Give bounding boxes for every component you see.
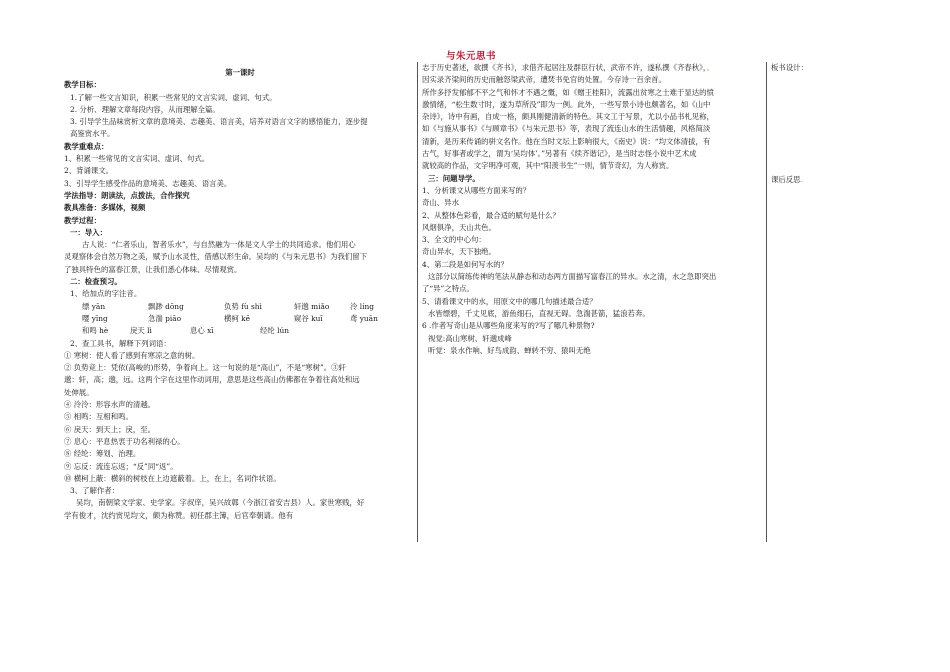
author-continued: 就较高的作品，文字明净可观，其中“阳羡书生”一则，情节奇幻，为人称赏。 — [422, 161, 674, 171]
answer: 视觉:高山寒树、轩邈成峰 — [428, 333, 512, 343]
word-definition: ⑥ 戾天：到天上；戾，至。 — [64, 424, 156, 434]
pinyin-entry: 缥 yān — [82, 301, 106, 311]
pinyin-entry: 嘤 yīng — [82, 313, 108, 323]
question: 3、全文的中心句： — [422, 235, 486, 245]
word-definition: ⑤ 相鸣：互相和鸣。 — [64, 412, 133, 422]
question: 4、第二段是如何写水的？ — [422, 259, 509, 269]
pinyin-entry: 经纶 lún — [260, 326, 290, 336]
answer: 水皆缥碧，千丈见底，游鱼细石，直视无碍。急湍甚箭，猛浪若奔。 — [428, 308, 650, 318]
pinyin-row — [64, 325, 416, 337]
goal-item: 高鉴赏水平。 — [70, 129, 115, 139]
pinyin-entry: 和鸣 hè — [82, 326, 109, 336]
word-definition: 处伸展。 — [64, 387, 94, 397]
question-heading: 三：问题导学。 — [428, 173, 480, 183]
intro-paragraph: 了独具特色的富春江景，让我们悉心体味、尽情观赏。 — [64, 264, 242, 274]
pinyin-entry: 泠 líng — [350, 301, 374, 311]
intro-heading: 一：导入： — [70, 227, 107, 237]
goal-item: 1.了解一些文言知识，积累一些常见的文言实词、虚词、句式。 — [70, 92, 277, 102]
highlight-mark: . — [800, 175, 803, 185]
goals-heading: 教学目标： — [64, 80, 101, 90]
middle-column — [422, 62, 764, 357]
key-point-item: 3、引导学生感受作品的意境美、志趣美、语言美。 — [64, 178, 232, 188]
pinyin-entry: 飘渺 dōng — [148, 301, 184, 311]
word-definition: ④ 泠泠：形容水声的清越。 — [64, 400, 156, 410]
process-heading: 教学过程： — [64, 215, 101, 225]
author-paragraph: 学有俊才，沈约赏见均文，颇为称赞。初任郡主簿，后官奉朝请。他有 — [64, 510, 294, 520]
answer: 风烟俱净，天山共色。 — [422, 222, 496, 232]
pinyin-row — [64, 301, 416, 313]
author-continued: 志于历史著述，欲撰《齐书》，求借齐起居注及群臣行状，武帝不许，遂私撰《齐春秋》，。 — [422, 63, 714, 72]
study-method: 学法指导：朗读法，点拨法，合作探究 — [64, 190, 190, 200]
answer: 奇山、异水 — [422, 198, 459, 208]
author-continued: 所作多抒发郁郁不平之气和怀才不遇之慨，如《赠王桂阳》，流露出贫寒之士难于显达的愤 — [422, 87, 714, 97]
lesson-heading: 第一课时 — [225, 68, 255, 77]
author-continued: 杂诗》，诗中有画，自成一格，颇具刚健清新的特色。其文工于写景，尤以小品书札见称， — [422, 112, 714, 122]
pinyin-entry: 负势 fù shì — [224, 301, 262, 311]
check-item: 3、了解作者： — [70, 486, 120, 496]
pinyin-entry: 窥谷 kuī — [294, 313, 323, 323]
word-definition: 邈：轩，高；邈，远。这两个字在这里作动词用，意思是这些高山仿佛都在争着往高处和远 — [64, 375, 360, 385]
author-continued: 古气，好事者或学之，谓为‘吴均体’。”另著有《续齐谐记》，是当时志怪小说中艺术成 — [422, 149, 697, 159]
author-continued: 因实录齐梁间的历史而触怒梁武帝，遭焚书免官的处置。今存诗一百余首。 — [422, 75, 666, 85]
left-column — [64, 62, 416, 522]
author-continued: 如《与施从事书》《与顾章书》《与朱元思书》等，表现了流连山水的生活情趣，风格简淡 — [422, 124, 711, 134]
check-item: 2、查工具书，解释下列词语： — [70, 338, 171, 348]
pinyin-entry: 戾天 lì — [130, 326, 152, 336]
board-design-label: 板书设计： — [771, 63, 808, 72]
word-definition: ⑧ 经纶：筹划、治理。 — [64, 449, 141, 459]
word-definition: ⑦ 息心：平息热衷于功名利禄的心。 — [64, 436, 185, 446]
author-continued: 激情绪，“松生数寸时，遂为草所没”即为一例。此外，一些写景小诗也颇著名，如《山中 — [422, 99, 711, 109]
check-item: 1、给加点的字注音。 — [70, 289, 142, 299]
question: 6 .作者写奇山是从哪些角度来写的?写了哪几种景物? — [422, 321, 595, 331]
column-divider — [417, 62, 418, 542]
question: 1、分析课文从哪些方面来写的？ — [422, 185, 531, 195]
author-paragraph: 吴均，南朝梁文学家、史学家。字叔庠，吴兴故鄣（今浙江省安吉县）人。家世寒贱，好 — [76, 498, 365, 508]
column-divider — [766, 62, 767, 542]
document-title: 与朱元思书 — [446, 51, 497, 62]
answer: 了“异”之特点。 — [422, 284, 474, 294]
pinyin-entry: 息心 xī — [190, 326, 214, 336]
right-column — [771, 62, 891, 187]
author-continued: 清新，是历来传诵的骈文名作。他在当时文坛上影响很大，《南史》说：“均文体清拔，有 — [422, 136, 711, 146]
check-heading: 二：检查预习。 — [70, 277, 122, 287]
question: 5、请看课文中的水，用原文中的哪几句描述最合适？ — [422, 296, 597, 306]
answer: 这部分以简练传神的笔法从静态和动态两方面描写富春江的异水。水之清，水之急即突出 — [428, 272, 717, 282]
pinyin-entry: 轩邈 miǎo — [294, 301, 330, 311]
word-definition: ① 寒树：使人看了感到有寒凉之意的树。 — [64, 350, 200, 360]
pinyin-row — [64, 313, 416, 325]
intro-paragraph: 古人说：“仁者乐山，智者乐水”，与自然融为一体是文人学士的共同追求。他们用心 — [82, 240, 356, 250]
pinyin-entry: 横柯 kē — [224, 313, 250, 323]
goal-item: 3. 引导学生品味赏析文章的意境美、志趣美、语言美，培养对语言文字的感悟能力，逐步提 — [70, 117, 368, 127]
after-class-reflection-label: 课后反思. — [771, 175, 803, 185]
key-point-item: 1、积累一些常见的文言实词、虚词、句式。 — [64, 154, 210, 164]
key-point-item: 2、背诵课文。 — [64, 166, 114, 176]
intro-paragraph: 灵观察体会自然万物之美，赋予山水灵性，借感以形生命。吴均的《与朱元思书》为我们留下 — [64, 252, 368, 262]
pinyin-entry: 急湍 piāo — [148, 313, 182, 323]
answer: 奇山异水，天下独绝。 — [422, 247, 496, 257]
question: 2、从整体色彩看，最合适的赋句是什么？ — [422, 210, 560, 220]
word-definition: ⑨ 忘反：流连忘返；“反”同“返”。 — [64, 461, 178, 471]
teaching-tools: 教具准备：多媒体，视频 — [64, 203, 146, 213]
key-points-heading: 教学重难点： — [64, 141, 109, 151]
word-definition: ⑩ 横柯上蔽：横斜的树枝在上边遮蔽着。上，在上，名词作状语。 — [64, 473, 281, 483]
highlight-mark: 。 — [706, 63, 714, 72]
word-definition: ② 负势竞上：凭依(高峻的)形势，争着向上。这一句说的是“高山”，不是“寒树”。③轩 — [64, 363, 346, 373]
pinyin-entry: 鸢 yuān — [350, 313, 378, 323]
answer: 听觉：泉水作响、好鸟成韵、蝉转不穷、猿叫无绝 — [428, 345, 591, 355]
goal-item: 2. 分析、理解文章每段内容，从而理解全篇。 — [70, 104, 220, 114]
